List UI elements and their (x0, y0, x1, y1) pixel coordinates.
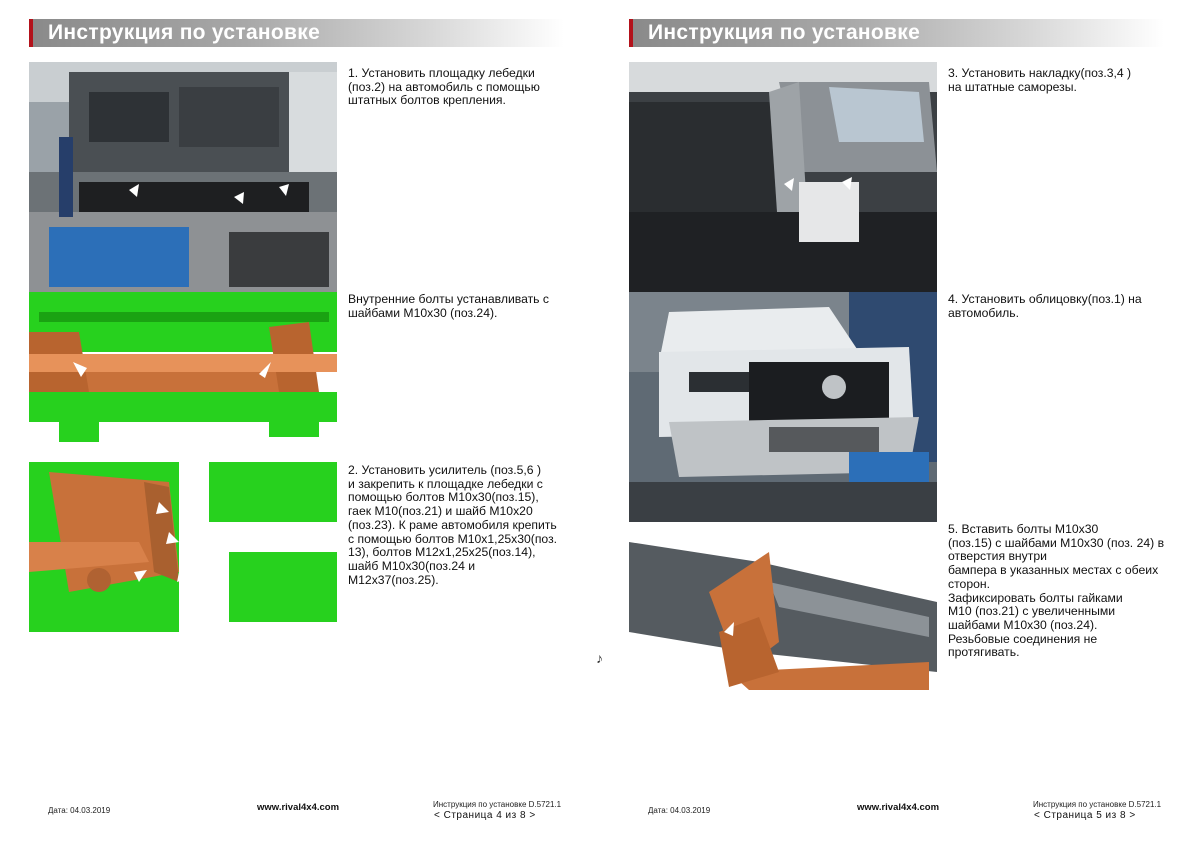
diagram-reinforcement (29, 462, 337, 632)
inner-bolts-note: Внутренние болты устанавливать с шайбами M10x30 (поз.24). (348, 292, 550, 320)
footer-website[interactable]: www.rival4x4.com (257, 802, 340, 813)
footer-date: Дата: 04.03.2019 (648, 806, 711, 815)
step-5-text: 5. Вставить болты M10x30 (поз.15) с шайбами M10x30 (поз. 24) в отверстия внутри бампера в указанных местах с обеих сторон. Зафиксировать болты гайками M10 (поз.21) с увеличенными шайбами M10x30 (поз.24). Резьбовые соединения не протягивать. (948, 522, 1165, 660)
footer-page-number: < Страница 5 из 8 > (1034, 810, 1136, 821)
step-3-text: 3. Установить накладку(поз.3,4 ) на штатные саморезы. (948, 66, 1132, 94)
footer-page-number: < Страница 4 из 8 > (434, 810, 536, 821)
page-right (600, 0, 1200, 848)
footer-website[interactable]: www.rival4x4.com (857, 802, 940, 813)
page-header (29, 19, 564, 47)
footer-doc-id: Инструкция по установке D.5721.1 (1033, 800, 1162, 809)
page-title: Инструкция по установке (648, 21, 921, 44)
footer-date: Дата: 04.03.2019 (48, 806, 111, 815)
diagram-inner-bolts (29, 292, 337, 462)
step-2-text: 2. Установить усилитель (поз.5,6 ) и закрепить к площадке лебедки с помощью болтов M10x30(поз.15), гаек M10(поз.21) и шайб M10x20 (поз.23). К раме автомобиля крепить с помощью болтов M10x1,25x30(поз. 13), болтов M12x1,25x25(поз.14), шайб M10x30(поз.24 и M12x37(поз.25). (348, 463, 558, 587)
photo-winch-platform (29, 62, 337, 292)
photo-overlay-install (629, 62, 937, 292)
photo-suv-bumper (629, 292, 937, 522)
stray-mark: ♪ (596, 650, 603, 666)
page-header (629, 19, 1164, 47)
page-title: Инструкция по установке (48, 21, 321, 44)
step-1-text: 1. Установить площадку лебедки (поз.2) на автомобиль с помощью штатных болтов крепления. (348, 66, 540, 108)
footer-doc-id: Инструкция по установке D.5721.1 (433, 800, 562, 809)
diagram-bumper-bolts (629, 522, 937, 692)
step-4-text: 4. Установить облицовку(поз.1) на автомобиль. (948, 292, 1142, 320)
